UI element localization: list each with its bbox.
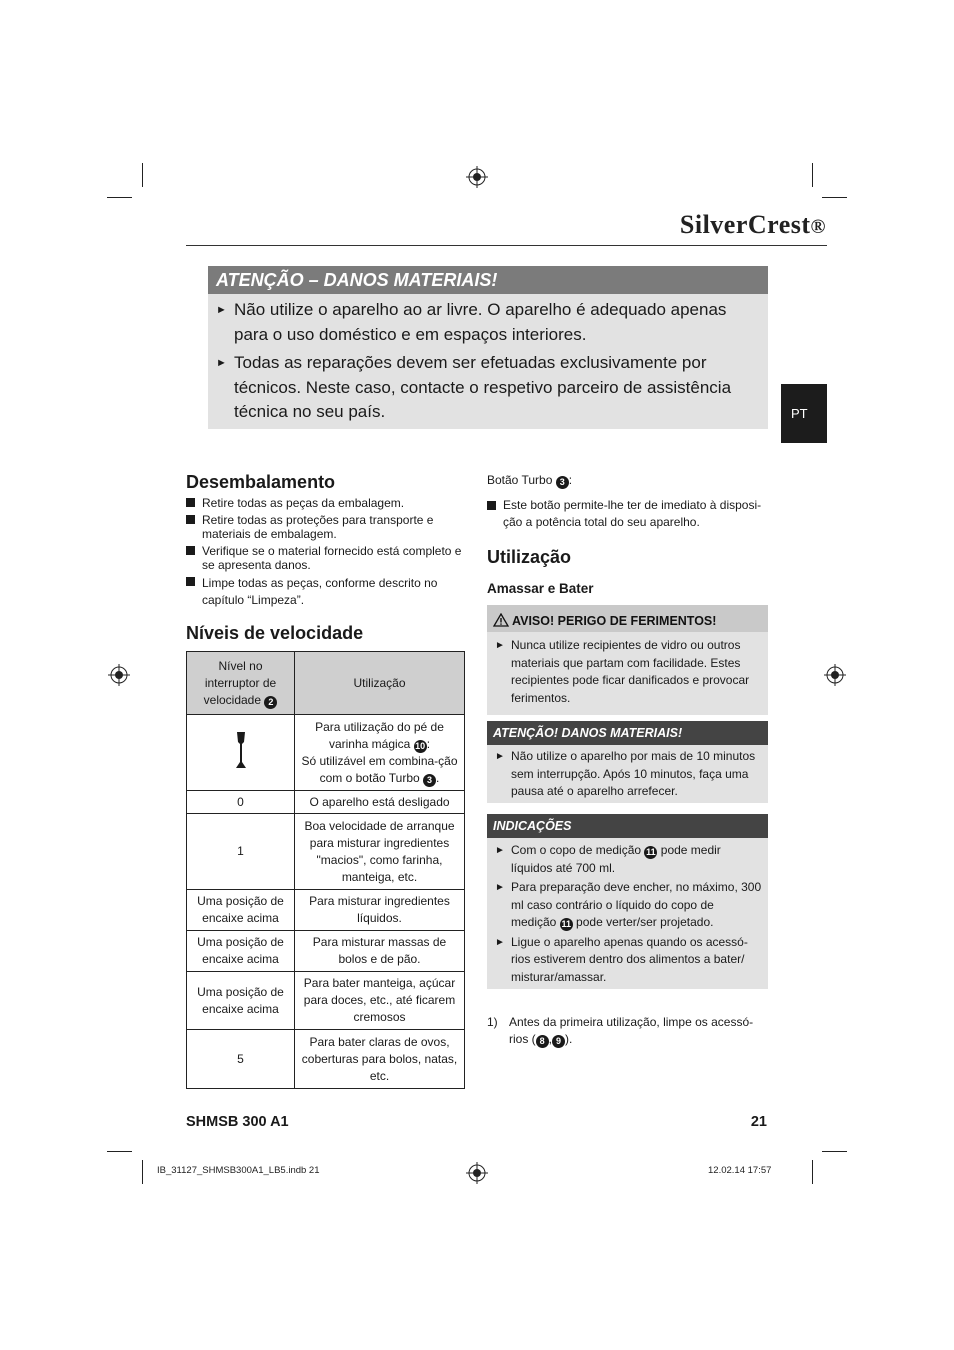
table-cell <box>187 715 295 791</box>
print-timestamp: 12.02.14 17:57 <box>708 1165 772 1176</box>
reference-number-badge: 9 <box>552 1035 565 1048</box>
table-cell: Boa velocidade de arranque para misturar ingredientes "macios", como farinha, manteiga, etc. <box>295 814 465 890</box>
print-file-info: IB_31127_SHMSB300A1_LB5.indb 21 <box>157 1165 320 1176</box>
arrow-bullet-icon: ► <box>216 304 227 316</box>
attention-bullet: ► Não utilize o aparelho por mais de 10 minutos sem interrupção. Após 10 minutos, faça uma pausa até o aparelho arrefecer. <box>495 749 756 798</box>
square-bullet-icon <box>186 546 195 555</box>
arrow-bullet-icon: ► <box>216 357 227 369</box>
header-rule <box>186 245 827 246</box>
arrow-bullet-icon: ► <box>495 640 505 651</box>
language-tab: PT <box>781 384 827 443</box>
unpacking-list <box>186 496 466 612</box>
warning-injury-box <box>487 605 768 715</box>
section-heading: Utilização <box>487 547 572 567</box>
warning-bullet: ► Nunca utilize recipientes de vidro ou outros materiais que partam com facilidade. Estes recipientes pode ficar danificados e provocar ferimentos. <box>495 638 750 705</box>
notes-bullet: ► Ligue o aparelho apenas quando os acessó-rios estiverem dentro dos alimentos a bater/ misturar/amassar. <box>495 934 748 984</box>
list-item: Limpe todas as peças, conforme descrito no capítulo “Limpeza”. <box>186 575 466 609</box>
crop-mark <box>812 1160 813 1184</box>
table-cell: O aparelho está desligado <box>295 791 465 814</box>
reference-number-badge: 8 <box>536 1035 549 1048</box>
crop-mark <box>107 197 132 198</box>
notes-bullet: ► Com o copo de medição 11 pode medir líquidos até 700 ml. <box>495 843 721 875</box>
table-cell: Para misturar ingredientes líquidos. <box>295 890 465 931</box>
crop-mark <box>107 1151 132 1152</box>
arrow-bullet-icon: ► <box>495 882 505 893</box>
table-row <box>187 791 465 814</box>
page-number: 21 <box>750 1114 767 1130</box>
warning-injury-title: AVISO! PERIGO DE FERIMENTOS! <box>487 605 768 632</box>
square-bullet-icon <box>186 498 195 507</box>
list-item: Verifique se o material fornecido está completo e se apresenta danos. <box>186 544 466 572</box>
warning-property-damage-box: ATENÇÃO – DANOS MATERIAIS! ► Não utilize o aparelho ao ar livre. O aparelho é adequado apenas para o uso doméstico e em espaços interiores. ► Todas as reparações devem ser efetuadas exclusivamente por técnicos. Neste caso, contacte o respetivo parceiro de assistência técnica no seu país. <box>208 266 768 429</box>
registration-mark-icon <box>466 166 488 188</box>
attention-title: ATENÇÃO! DANOS MATERIAIS! <box>487 721 768 745</box>
reference-number-badge: 11 <box>646 847 656 857</box>
square-bullet-icon <box>186 577 195 586</box>
notes-title: INDICAÇÕES <box>487 814 768 838</box>
crop-mark <box>142 163 143 187</box>
table-cell: Uma posição de encaixe acima <box>187 972 295 1030</box>
table-row <box>187 931 465 972</box>
table-row <box>187 715 465 791</box>
brand-logo: SilverCrest® <box>679 210 826 239</box>
crop-mark <box>812 163 813 187</box>
turbo-button-label: Botão Turbo 3 : <box>487 473 573 487</box>
arrow-bullet-icon: ► <box>495 845 505 856</box>
section-heading: Níveis de velocidade <box>186 623 364 643</box>
table-row <box>187 972 465 1030</box>
square-bullet-icon <box>487 501 496 510</box>
table-cell: Para misturar massas de bolos e de pão. <box>295 931 465 972</box>
notes-bullet: ► Para preparação deve encher, no máximo, 300 ml caso contrário o líquido do copo de medição 11 pode verter/ser projetado. <box>495 880 762 929</box>
table-cell: 0 <box>187 791 295 814</box>
table-cell: Para bater claras de ovos, coberturas para bolos, natas, etc. <box>295 1030 465 1089</box>
arrow-bullet-icon: ► <box>495 751 505 762</box>
table-header-row <box>187 652 465 715</box>
table-cell: Para utilização do pé de varinha mágica 10 : Só utilizável em combina-ção com o botão Turbo 3 . <box>295 715 465 791</box>
registration-mark-icon <box>466 1162 488 1184</box>
registration-mark-icon <box>108 664 130 686</box>
crop-mark <box>822 1151 847 1152</box>
turbo-description <box>487 497 768 534</box>
list-item: Este botão permite-lhe ter de imediato à disposi-ção a potência total do seu aparelho. <box>487 497 768 531</box>
table-row <box>187 814 465 890</box>
section-heading: Desembalamento <box>186 472 336 492</box>
reference-number-badge: 10 <box>415 740 426 751</box>
turbo-icon <box>233 730 249 770</box>
subsection-heading: Amassar e Bater <box>487 581 594 596</box>
square-bullet-icon <box>186 515 195 524</box>
table-row <box>187 890 465 931</box>
table-cell: 5 <box>187 1030 295 1089</box>
notes-box <box>487 814 768 989</box>
arrow-bullet-icon: ► <box>495 936 505 948</box>
reference-number-badge: 3 <box>556 476 569 489</box>
table-cell: Para bater manteiga, açúcar para doces, etc., até ficarem cremosos <box>295 972 465 1030</box>
table-cell: Uma posição de encaixe acima <box>187 890 295 931</box>
warning-triangle-icon <box>493 613 509 627</box>
reference-number-badge: 3 <box>423 774 436 787</box>
list-item: Retire todas as peças da embalagem. <box>186 496 466 510</box>
crop-mark <box>822 197 847 198</box>
table-header-cell: Utilização <box>295 652 465 715</box>
speed-levels-table <box>186 651 465 1089</box>
warning-title: ATENÇÃO – DANOS MATERIAIS! <box>208 266 768 294</box>
registration-mark-icon <box>824 664 846 686</box>
table-cell: Uma posição de encaixe acima <box>187 931 295 972</box>
list-item: Retire todas as proteções para transporte e materiais de embalagem. <box>186 513 466 541</box>
footer-model: SHMSB 300 A1 <box>186 1114 289 1130</box>
reference-number-badge: 2 <box>264 696 277 709</box>
attention-property-box <box>487 721 768 803</box>
table-cell: 1 <box>187 814 295 890</box>
step-1: 1) Antes da primeira utilização, limpe os acessó-rios ( 8 , 9 ). <box>487 1015 754 1046</box>
crop-mark <box>142 1160 143 1184</box>
table-row <box>187 1030 465 1089</box>
reference-number-badge: 11 <box>561 919 571 929</box>
table-header-cell: Nível no interruptor de velocidade 2 <box>187 652 295 715</box>
